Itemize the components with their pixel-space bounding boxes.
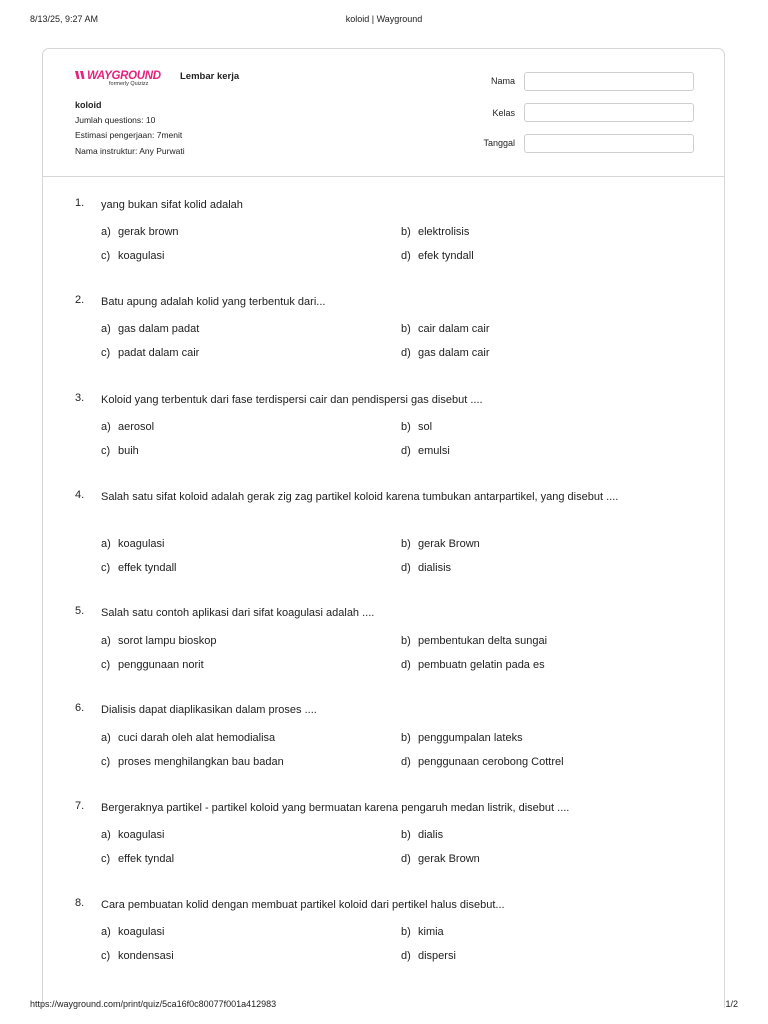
option-letter: d) xyxy=(401,347,411,359)
option-letter: d) xyxy=(401,756,411,768)
option-c xyxy=(101,853,174,865)
option-letter: a) xyxy=(101,829,111,841)
option-d xyxy=(401,756,564,768)
option-letter: b) xyxy=(401,829,411,841)
option-text: effek tyndal xyxy=(118,853,175,865)
option-c xyxy=(101,659,204,671)
question-text: Salah satu sifat koloid adalah gerak zig zag partikel koloid karena tumbukan antarpartikel, yang disebut .... xyxy=(101,491,619,503)
option-letter: d) xyxy=(401,562,411,574)
option-text: emulsi xyxy=(418,445,450,457)
option-letter: c) xyxy=(101,950,111,962)
option-text: dispersi xyxy=(418,950,456,962)
question-number: 1. xyxy=(75,197,85,209)
option-letter: b) xyxy=(401,732,411,744)
option-letter: d) xyxy=(401,853,411,865)
print-footer xyxy=(30,999,738,1011)
question-number: 2. xyxy=(75,294,85,306)
question-text: Cara pembuatan kolid dengan membuat partikel koloid dari pertikel halus disebut... xyxy=(101,899,505,911)
question-text: Dialisis dapat diaplikasikan dalam proses .... xyxy=(101,704,317,716)
logo-subtitle: formerly Quizizz xyxy=(109,81,149,87)
wayground-logo xyxy=(75,68,175,90)
option-letter: c) xyxy=(101,347,111,359)
option-b xyxy=(401,926,444,938)
option-text: cuci darah oleh alat hemodialisa xyxy=(118,732,276,744)
option-a xyxy=(101,829,164,841)
question-number: 3. xyxy=(75,392,85,404)
wayground-logo-mark xyxy=(75,68,175,82)
option-letter: b) xyxy=(401,926,411,938)
option-text: koagulasi xyxy=(118,250,165,262)
page-number: 1/2 xyxy=(725,999,738,1009)
tanggal-field[interactable] xyxy=(524,134,694,153)
option-a xyxy=(101,926,164,938)
option-letter: d) xyxy=(401,445,411,457)
option-text: koagulasi xyxy=(118,829,165,841)
option-c xyxy=(101,950,174,962)
option-text: proses menghilangkan bau badan xyxy=(118,756,284,768)
option-letter: b) xyxy=(401,538,411,550)
option-text: effek tyndall xyxy=(118,562,177,574)
kelas-field[interactable] xyxy=(524,103,694,122)
nama-field[interactable] xyxy=(524,72,694,91)
question-text: Bergeraknya partikel - partikel koloid yang bermuatan karena pengaruh medan listrik, disebut .... xyxy=(101,802,570,814)
option-text: dialisis xyxy=(418,562,452,574)
quiz-title: koloid xyxy=(75,100,102,110)
print-url[interactable]: https://wayground.com/print/quiz/5ca16f0c80077f001a412983 xyxy=(30,999,277,1009)
option-letter: c) xyxy=(101,659,111,671)
option-b xyxy=(401,226,469,238)
option-text: efek tyndall xyxy=(418,250,474,262)
option-text: cair dalam cair xyxy=(418,323,490,335)
option-a xyxy=(101,635,216,647)
option-letter: d) xyxy=(401,659,411,671)
option-text: sorot lampu bioskop xyxy=(118,635,217,647)
question-text: yang bukan sifat kolid adalah xyxy=(101,199,243,211)
option-letter: c) xyxy=(101,853,111,865)
option-a xyxy=(101,538,164,550)
option-a xyxy=(101,323,199,335)
option-c xyxy=(101,445,139,457)
option-d xyxy=(401,445,450,457)
print-datetime: 8/13/25, 9:27 AM xyxy=(30,14,99,24)
option-d xyxy=(401,950,456,962)
option-letter: a) xyxy=(101,538,111,550)
worksheet-header xyxy=(43,49,724,177)
option-text: penggunaan cerobong Cottrel xyxy=(418,756,564,768)
option-b xyxy=(401,829,443,841)
option-text: buih xyxy=(118,445,139,457)
option-letter: a) xyxy=(101,323,111,335)
option-d xyxy=(401,562,451,574)
option-text: padat dalam cair xyxy=(118,347,200,359)
option-letter: c) xyxy=(101,445,111,457)
time-estimate: Estimasi pengerjaan: 7menit xyxy=(75,130,183,140)
option-text: gas dalam padat xyxy=(118,323,200,335)
option-text: kimia xyxy=(418,926,444,938)
worksheet-label: Lembar kerja xyxy=(180,71,240,82)
question-count: Jumlah questions: 10 xyxy=(75,115,156,125)
option-text: pembuatn gelatin pada es xyxy=(418,659,545,671)
option-b xyxy=(401,421,432,433)
option-text: koagulasi xyxy=(118,926,165,938)
nama-label: Nama xyxy=(490,76,515,86)
question-text: Koloid yang terbentuk dari fase terdispersi cair dan pendispersi gas disebut .... xyxy=(101,394,483,406)
print-page-title: koloid | Wayground xyxy=(345,14,423,24)
print-header xyxy=(30,14,738,26)
option-a xyxy=(101,421,154,433)
option-letter: a) xyxy=(101,226,111,238)
option-b xyxy=(401,635,547,647)
tanggal-label: Tanggal xyxy=(483,138,515,148)
instructor-name: Nama instruktur: Any Purwati xyxy=(75,146,185,156)
option-text: pembentukan delta sungai xyxy=(418,635,548,647)
option-text: gerak Brown xyxy=(418,853,480,865)
question-number: 4. xyxy=(75,489,85,501)
question-number: 8. xyxy=(75,897,85,909)
option-letter: a) xyxy=(101,926,111,938)
option-letter: b) xyxy=(401,226,411,238)
option-letter: c) xyxy=(101,562,111,574)
option-text: kondensasi xyxy=(118,950,174,962)
option-b xyxy=(401,732,523,744)
option-text: penggunaan norit xyxy=(118,659,204,671)
option-letter: a) xyxy=(101,732,111,744)
option-text: aerosol xyxy=(118,421,155,433)
option-b xyxy=(401,538,480,550)
option-d xyxy=(401,659,545,671)
option-letter: d) xyxy=(401,250,411,262)
option-a xyxy=(101,732,275,744)
option-text: dialis xyxy=(418,829,444,841)
option-letter: a) xyxy=(101,421,111,433)
question-text: Batu apung adalah kolid yang terbentuk dari... xyxy=(101,296,326,308)
question-number: 7. xyxy=(75,800,85,812)
option-letter: c) xyxy=(101,250,111,262)
question-number: 6. xyxy=(75,702,85,714)
option-c xyxy=(101,250,164,262)
option-b xyxy=(401,323,490,335)
svg-text:WAYGROUND: WAYGROUND xyxy=(87,70,161,82)
option-letter: b) xyxy=(401,635,411,647)
option-letter: d) xyxy=(401,950,411,962)
option-d xyxy=(401,250,474,262)
option-letter: b) xyxy=(401,323,411,335)
option-text: gas dalam cair xyxy=(418,347,490,359)
option-letter: c) xyxy=(101,756,111,768)
option-c xyxy=(101,347,199,359)
option-letter: a) xyxy=(101,635,111,647)
option-text: gerak brown xyxy=(118,226,179,238)
option-text: elektrolisis xyxy=(418,226,470,238)
option-text: gerak Brown xyxy=(418,538,480,550)
option-text: penggumpalan lateks xyxy=(418,732,523,744)
option-text: sol xyxy=(418,421,433,433)
option-c xyxy=(101,562,177,574)
question-number: 5. xyxy=(75,605,85,617)
option-a xyxy=(101,226,179,238)
option-c xyxy=(101,756,284,768)
option-d xyxy=(401,853,480,865)
kelas-label: Kelas xyxy=(492,108,515,118)
question-text: Salah satu contoh aplikasi dari sifat koagulasi adalah .... xyxy=(101,607,375,619)
option-letter: b) xyxy=(401,421,411,433)
option-d xyxy=(401,347,490,359)
option-text: koagulasi xyxy=(118,538,165,550)
worksheet-sheet xyxy=(42,48,725,1008)
